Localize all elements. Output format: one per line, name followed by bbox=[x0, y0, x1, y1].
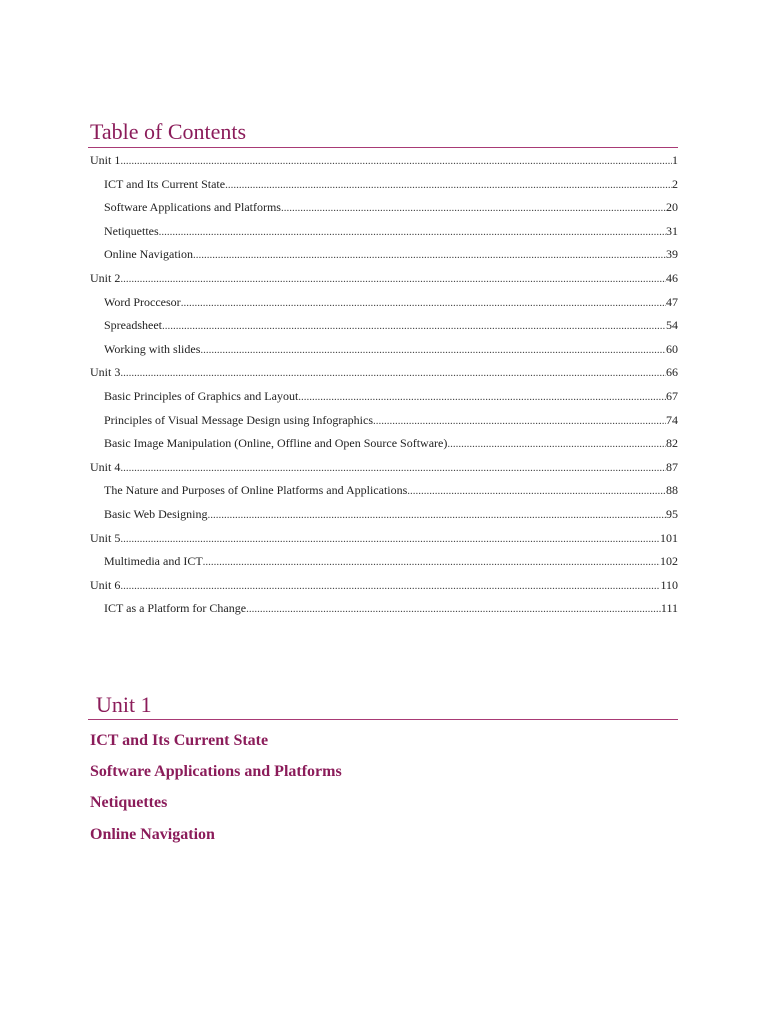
toc-dot-leader bbox=[203, 554, 660, 570]
unit-heading-rule bbox=[88, 719, 678, 720]
toc-entry-label: The Nature and Purposes of Online Platforms and Applications bbox=[104, 483, 408, 498]
toc-entry-label: Principles of Visual Message Design using Infographics bbox=[104, 412, 374, 427]
toc-entry-page: 39 bbox=[666, 247, 678, 262]
toc-dot-leader bbox=[120, 460, 666, 476]
toc-entry[interactable] bbox=[90, 339, 678, 363]
toc-entry-page: 47 bbox=[666, 294, 678, 309]
toc-entry-page: 67 bbox=[666, 388, 678, 403]
toc-entry[interactable] bbox=[90, 480, 678, 504]
toc-entry-page: 66 bbox=[666, 365, 678, 380]
toc-entry-page: 111 bbox=[660, 601, 678, 616]
toc-dot-leader bbox=[407, 483, 666, 499]
toc-dot-leader bbox=[120, 531, 660, 547]
toc-dot-leader bbox=[207, 507, 666, 523]
toc-entry-label: Word Proccesor bbox=[104, 294, 181, 309]
toc-entry[interactable] bbox=[90, 150, 678, 174]
toc-entry-label: Unit 5 bbox=[90, 530, 121, 545]
toc-entry-page: 20 bbox=[666, 200, 678, 215]
toc-entry-page: 82 bbox=[666, 436, 678, 451]
toc-entry[interactable] bbox=[90, 268, 678, 292]
toc-dot-leader bbox=[120, 578, 660, 594]
toc-dot-leader bbox=[373, 413, 666, 429]
toc-dot-leader bbox=[120, 271, 666, 287]
toc-entry[interactable] bbox=[90, 528, 678, 552]
toc-entry-page: 60 bbox=[666, 341, 678, 356]
toc-entry-page: 54 bbox=[666, 318, 678, 333]
toc-entry-label: Basic Image Manipulation (Online, Offline and Open Source Software) bbox=[104, 436, 448, 451]
toc-dot-leader bbox=[200, 342, 666, 358]
toc-entry[interactable] bbox=[90, 551, 678, 575]
toc-list bbox=[90, 150, 678, 622]
toc-entry[interactable] bbox=[90, 457, 678, 481]
toc-entry-label: ICT and Its Current State bbox=[104, 176, 226, 191]
toc-dot-leader bbox=[298, 389, 666, 405]
toc-entry-label: Working with slides bbox=[104, 341, 201, 356]
toc-dot-leader bbox=[120, 365, 666, 381]
toc-entry[interactable] bbox=[90, 221, 678, 245]
toc-entry[interactable] bbox=[90, 292, 678, 316]
toc-entry-page: 102 bbox=[660, 554, 678, 569]
toc-entry[interactable] bbox=[90, 362, 678, 386]
toc-entry[interactable] bbox=[90, 598, 678, 622]
toc-dot-leader bbox=[225, 177, 672, 193]
toc-dot-leader bbox=[193, 247, 666, 263]
toc-title-rule bbox=[88, 147, 678, 148]
toc-entry-page: 110 bbox=[660, 577, 678, 592]
unit-heading: Unit 1 bbox=[96, 692, 152, 717]
toc-entry-page: 87 bbox=[666, 459, 678, 474]
toc-title: Table of Contents bbox=[90, 119, 247, 144]
toc-entry-page: 31 bbox=[666, 223, 678, 238]
toc-entry[interactable] bbox=[90, 504, 678, 528]
toc-entry[interactable] bbox=[90, 433, 678, 457]
toc-entry-label: ICT as a Platform for Change bbox=[104, 601, 247, 616]
toc-entry-page: 46 bbox=[666, 270, 678, 285]
toc-entry-label: Multimedia and ICT bbox=[104, 554, 203, 569]
toc-entry-label: Basic Web Designing bbox=[104, 506, 208, 521]
toc-entry-label: Netiquettes bbox=[104, 223, 159, 238]
toc-entry-label: Unit 1 bbox=[90, 153, 121, 167]
unit-topic-list bbox=[90, 730, 342, 855]
unit-topic: ICT and Its Current State bbox=[90, 732, 269, 749]
toc-entry-label: Spreadsheet bbox=[104, 318, 162, 333]
toc-entry-page: 74 bbox=[666, 412, 678, 427]
toc-entry[interactable] bbox=[90, 244, 678, 268]
toc-entry-page: 88 bbox=[666, 483, 678, 498]
toc-entry-label: Unit 2 bbox=[90, 270, 121, 285]
toc-entry[interactable] bbox=[90, 575, 678, 599]
toc-entry-label: Unit 3 bbox=[90, 365, 121, 380]
unit-topic: Netiquettes bbox=[90, 794, 168, 812]
toc-entry-page: 95 bbox=[666, 506, 678, 521]
toc-dot-leader bbox=[181, 295, 666, 311]
toc-entry[interactable] bbox=[90, 410, 678, 434]
toc-dot-leader bbox=[447, 436, 666, 452]
toc-entry-page: 101 bbox=[660, 530, 678, 545]
unit-topic: Online Navigation bbox=[90, 825, 215, 843]
toc-dot-leader bbox=[159, 224, 666, 240]
unit-topic: Software Applications and Platforms bbox=[90, 763, 342, 781]
toc-entry-page: 2 bbox=[672, 176, 678, 191]
toc-entry[interactable] bbox=[90, 386, 678, 410]
toc-entry-label: Software Applications and Platforms bbox=[104, 200, 281, 215]
toc-entry[interactable] bbox=[90, 174, 678, 198]
toc-dot-leader bbox=[120, 153, 672, 169]
toc-dot-leader bbox=[162, 318, 666, 334]
toc-entry-label: Basic Principles of Graphics and Layout bbox=[104, 388, 299, 403]
toc-dot-leader bbox=[281, 200, 666, 216]
toc-entry[interactable] bbox=[90, 197, 678, 221]
toc-dot-leader bbox=[246, 601, 661, 617]
toc-entry-label: Unit 6 bbox=[90, 577, 121, 592]
toc-entry-label: Online Navigation bbox=[104, 247, 193, 262]
toc-entry-label: Unit 4 bbox=[90, 459, 121, 474]
toc-entry[interactable] bbox=[90, 315, 678, 339]
toc-entry-page: 1 bbox=[672, 153, 678, 167]
